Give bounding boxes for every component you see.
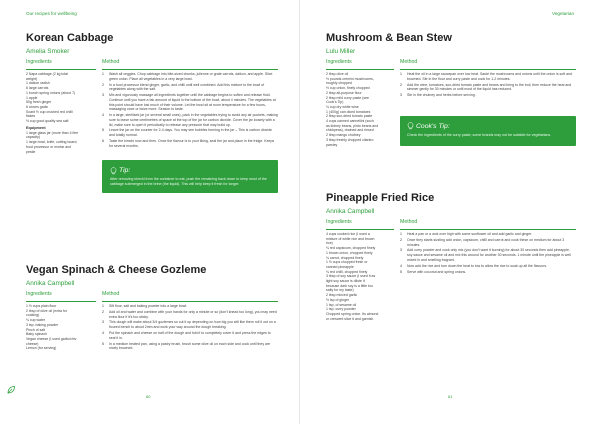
- method-steps: [102, 304, 278, 351]
- method-step: [102, 93, 278, 112]
- method-steps: [400, 72, 576, 98]
- ingredient-line: ½ cup onion, finely chopped: [326, 86, 370, 91]
- ingredient-line: 1 daikon radish: [26, 81, 50, 86]
- page-number: 61: [448, 394, 453, 399]
- step-number: 2: [102, 309, 104, 314]
- method-step: [400, 248, 576, 262]
- ingredient-line: ¾ cup water: [26, 318, 46, 323]
- equipment-line: food processor or mortar and: [26, 144, 72, 149]
- ingredient-line: 4 cups canned cannellini (such: [326, 119, 374, 124]
- step-text: In a medium heated pan, using a pastry brush, brush some olive oil on each side and cook until they are nicely browned.: [109, 341, 271, 351]
- method-steps: [400, 232, 576, 274]
- method-step: [400, 238, 576, 247]
- ingredient-line: Lemon (for serving): [26, 346, 57, 351]
- equipment-line: 1 large glass jar (more than 4 litre: [26, 130, 79, 135]
- step-number: 4: [102, 331, 104, 336]
- ingredient-line: 2 tbsp all-purpose flour: [326, 90, 362, 95]
- method-step: [400, 270, 576, 275]
- step-number: 1: [102, 304, 104, 308]
- ingredients-list: [26, 304, 102, 351]
- recipe-columns: [326, 59, 576, 147]
- right-page: [300, 0, 600, 424]
- cooks-tip-box: [400, 116, 576, 146]
- method-step: [400, 83, 576, 92]
- ingredient-line: 2 tbsp mild curry paste (see: [326, 95, 369, 100]
- ingredients-rule: [26, 69, 96, 70]
- ingredient-line: canned pineapple: [326, 264, 354, 269]
- ingredient-line: Pinch of salt: [26, 327, 46, 332]
- step-text: Now add the rice and turn down the heat to low to allow the rice to soak up all the flavours.: [407, 263, 548, 268]
- step-text: Wash all veggies. Chop cabbage into bite-sized chunks, julienne or grate carrots, daikon, and apple. Slice green onion. Place all vegetables in a very large bowl.: [109, 72, 273, 81]
- ingredient-line: mixture of white rice and brown: [326, 236, 375, 241]
- step-text: Taste the kimchi now and then. Once the flavour is to your liking, seal the jar and place in the fridge. Keeps for several months.: [109, 139, 275, 148]
- method-heading: Method: [400, 219, 418, 225]
- ingredients-column: [326, 219, 400, 321]
- ingredient-line: light soy sauce is dilute it: [326, 279, 365, 284]
- step-text: Heat a pan or a wok over high with some sunflower oil and add garlic and ginger.: [407, 232, 533, 236]
- ingredient-line: 50g fresh ginger: [26, 100, 52, 105]
- recipe-columns: [326, 219, 576, 321]
- running-header: Our recipes for wellbeing: [26, 11, 77, 16]
- method-step: [102, 342, 278, 351]
- step-text: Leave the jar on the counter for 2-4 days. You may see bubbles forming in the jar – This is carbon dioxide and totally normal.: [109, 128, 272, 138]
- step-number: 5: [102, 341, 104, 346]
- method-column: [400, 59, 576, 147]
- ingredient-line: ¾ carrot, chopped finely: [326, 255, 364, 260]
- ingredient-line: flakes: [26, 114, 36, 119]
- equipment-line: capacity): [26, 135, 41, 140]
- equipment-line: 1 large bowl, knife, cutting board,: [26, 140, 78, 145]
- ingredient-line: 3 tbsp freshly chopped cilantro: [326, 137, 374, 142]
- method-step: [102, 304, 278, 309]
- step-number: 3: [102, 93, 104, 98]
- method-column: [400, 219, 576, 321]
- ingredients-heading: Ingredients: [26, 59, 52, 65]
- method-step: [102, 128, 278, 137]
- tip-box: [102, 160, 278, 193]
- tip-heading: [110, 166, 270, 175]
- recipe-gozleme: [26, 264, 278, 352]
- recipe-author: Annika Campbell: [26, 280, 75, 287]
- method-step: [400, 72, 576, 81]
- ingredients-column: [26, 59, 102, 154]
- ingredient-line: 2 tbsp minced garlic: [326, 293, 358, 298]
- tip-text: Check the ingredients of the curry paste; some brands may not be suitable for vegetarians.: [407, 132, 552, 137]
- ingredient-line: 2 tbsp mango chutney: [326, 133, 361, 138]
- step-text: Add the wine, tomatoes, sun-dried tomato paste and beans and bring to the boil, then reduce the heat and simmer gently for 30 minutes or until most of the liquid has reduced.: [407, 82, 572, 92]
- ingredient-line: 1 brown onion, chopped finely: [326, 250, 373, 255]
- ingredient-line: 2 tbsp olive oil: [326, 72, 349, 76]
- ingredients-rule: [26, 301, 96, 302]
- method-rule: [102, 301, 278, 302]
- method-step: [400, 93, 576, 98]
- ingredients-rule: [326, 229, 394, 230]
- method-heading: Method: [102, 59, 120, 65]
- ingredients-column: [26, 291, 102, 352]
- ingredient-line: 3 tsp. baking powder: [26, 322, 59, 327]
- ingredient-line: 2 tbsp of olive oil (extra for: [26, 308, 68, 313]
- recipe-author: Lulu Miller: [326, 48, 356, 55]
- method-heading: Method: [400, 59, 418, 65]
- ingredient-line: cheese): [26, 341, 39, 346]
- recipe-columns: [26, 59, 278, 154]
- ingredient-line: or crescent slice it and garnish: [326, 316, 374, 321]
- ingredients-heading: Ingredients: [326, 59, 352, 65]
- ingredient-line: 6 cloves garlic: [26, 104, 49, 109]
- step-text: Serve with coconut and spring onions.: [407, 269, 467, 274]
- method-rule: [102, 69, 278, 70]
- ingredient-line: Cook's Tip): [326, 100, 344, 105]
- ingredient-line: ¾ red capsicum, chopped finely: [326, 246, 376, 251]
- ingredient-line: rice): [326, 241, 333, 246]
- recipe-mushroom-stew: [326, 32, 576, 147]
- ingredient-line: as kidney beans, pinto beans and: [326, 123, 379, 128]
- step-number: 2: [400, 82, 402, 87]
- step-text: Stir in the chutney and herbs before serving.: [407, 93, 476, 98]
- method-heading: Method: [102, 291, 120, 297]
- ingredient-line: weight): [26, 76, 38, 81]
- recipe-author: Annika Campbell: [326, 208, 375, 215]
- equipment-list: [26, 131, 102, 155]
- method-step: [400, 232, 576, 237]
- ingredient-line: because dark soy is a little too: [326, 283, 373, 288]
- step-text: Put the spinach and cheese on half of the dough and fold it to completely cover it and press the edges to seal it in.: [109, 331, 271, 340]
- method-step: [102, 310, 278, 319]
- method-rule: [400, 69, 576, 70]
- ingredient-line: Baby spinach: [26, 332, 48, 337]
- ingredient-line: Vegan cheese (I used garlic/chiv: [26, 336, 77, 341]
- step-number: 2: [102, 82, 104, 87]
- ingredients-heading: Ingredients: [26, 291, 52, 297]
- ingredient-line: chickpeas), drained and rinsed: [326, 128, 374, 133]
- recipe-title: Mushroom & Bean Stew: [326, 32, 452, 44]
- ingredients-list: [326, 232, 400, 321]
- ingredient-line: 2 tbsp sun-dried tomato paste: [326, 114, 373, 119]
- method-rule: [400, 229, 576, 230]
- page-number: 60: [146, 394, 151, 399]
- ingredient-line: ½ cup good quality sea salt: [26, 119, 69, 124]
- step-number: 4: [102, 113, 104, 118]
- ingredient-line: 1 tsp. curry powder: [326, 307, 356, 312]
- step-text: Add oil and water and combine with your hands for only a minute or so (don't knead too long), you may need extra flour if it's too sticky.: [109, 309, 277, 319]
- ingredient-line: ½ pounds cremini mushrooms,: [326, 76, 374, 81]
- ingredient-line: salty for my taste): [326, 288, 354, 293]
- ingredient-line: parsley: [326, 142, 338, 147]
- ingredients-heading: Ingredients: [326, 219, 352, 225]
- tip-title: Cook's Tip:: [416, 122, 450, 130]
- step-text: Add curry powder and cook only mix (you don't want it burning) for about 30 seconds then add pineapple, soy sauce and sesame oil and mix this around for another 30 seconds. 1 minute until the pineapple is well mixed in and smelling fragrant.: [407, 248, 571, 262]
- ingredient-line: 3 tbsp of soy sauce (I used it as: [326, 274, 376, 279]
- method-column: [102, 59, 278, 154]
- ingredient-line: Chopped spring onion. Its almond: [326, 311, 379, 316]
- recipe-pineapple-rice: [326, 192, 576, 321]
- ingredient-line: ¾ cup dry white wine: [326, 104, 359, 109]
- method-step: [400, 264, 576, 269]
- equipment-line: pestle: [26, 149, 36, 154]
- leaf-icon: [6, 385, 16, 395]
- ingredient-line: 1 ½ cups plain flour: [26, 304, 57, 308]
- step-text: Heat the oil in a large saucepan over low heat. Sauté the mushrooms and onions until the onion is soft and browned. Stir in the flour and curry paste and cook for 1-2 minutes.: [407, 72, 572, 81]
- ingredient-line: 1 ½ cups chopped fresh or: [326, 260, 368, 265]
- step-number: 3: [102, 320, 104, 325]
- step-number: 4: [400, 263, 402, 268]
- ingredient-line: 2 Napa cabbage (2 kg total: [26, 72, 69, 76]
- lightbulb-icon: [110, 167, 117, 175]
- step-text: Once they starts sizzling add onion, capsicum, chilli and carrot and cook these on medium for about 3 minutes.: [407, 237, 565, 247]
- recipe-columns: [26, 291, 278, 352]
- step-number: 3: [400, 93, 402, 98]
- method-step: [102, 320, 278, 329]
- method-column: [102, 291, 278, 352]
- step-text: Sift flour, salt and baking powder into a large bowl.: [109, 304, 188, 308]
- step-text: In a food processor blend ginger, garlic, and chilli until well combined. Add this mixture to the bowl of vegetables along with the salt.: [109, 82, 265, 92]
- ingredient-line: 4 cups cooked rice (I used a: [326, 232, 370, 236]
- ingredient-line: 1 (400g) can diced tomatoes: [326, 109, 371, 114]
- ingredient-line: 1 apple: [26, 95, 38, 100]
- method-step: [102, 331, 278, 340]
- recipe-title: Vegan Spinach & Cheese Gozleme: [26, 264, 207, 276]
- step-text: Mix and vigorously massage all ingredients together until the cabbage begins to soften and release fluid. Continue until you have a fair amount of liquid in the bottom of the bowl, about 4 minutes. The vegetables at this point should have lost much of their volume. Let the bowl sit at room temperature for a few hours, massaging once or twice more. Season to taste.: [109, 93, 276, 112]
- ingredient-line: 6 large carrots: [26, 86, 49, 91]
- ingredient-line: 1 bunch spring onions (about 7): [26, 90, 76, 95]
- step-number: 3: [400, 248, 402, 253]
- recipe-title: Korean Cabbage: [26, 32, 114, 44]
- tip-title: Tip:: [119, 167, 131, 175]
- step-number: 1: [400, 72, 402, 76]
- step-text: This dough will make about 3/4 gozlemes so cut it up depending on how big you will like them roll it out on a floured bench to about 2mm and work your way around the dough breaking.: [109, 320, 276, 330]
- running-header: Vegetarian: [552, 11, 574, 16]
- ingredient-line: ½ tsp of ginger: [326, 297, 350, 302]
- ingredients-rule: [326, 69, 394, 70]
- ingredient-line: Scant ½ cup crushed red chilli: [26, 109, 73, 114]
- lightbulb-icon: [407, 122, 414, 130]
- ingredients-column: [326, 59, 400, 147]
- method-steps: [102, 72, 278, 148]
- step-number: 1: [400, 232, 402, 236]
- tip-heading: [407, 122, 569, 131]
- step-number: 5: [400, 269, 402, 274]
- ingredient-line: 1 tsp. of sesame oil: [326, 302, 357, 307]
- ingredients-list: [26, 72, 102, 124]
- step-number: 6: [102, 139, 104, 144]
- ingredients-list: [326, 72, 400, 147]
- step-number: 5: [102, 128, 104, 133]
- step-text: In a large, sterilised jar (or several small ones), pack in the vegetables trying to avoid any air pockets, making sure to leave some centimetres of space at the top of the jar for carbon dioxide. Cover the jar loosely with a lid, make sure to open it periodically to release any pressure that may build up.: [109, 113, 278, 127]
- method-step: [102, 139, 278, 148]
- method-step: [102, 83, 278, 92]
- recipe-author: Amelia Smoker: [26, 48, 70, 55]
- equipment-heading: Equipment: [26, 125, 46, 130]
- ingredient-line: roughly chopped: [326, 81, 352, 86]
- step-number: 2: [400, 237, 402, 242]
- recipe-korean-cabbage: [26, 32, 278, 193]
- method-step: [102, 113, 278, 127]
- method-step: [102, 72, 278, 81]
- tip-text: After removing kimchi from the container to eat, push the remaining back down to keep most of the cabbage submerged in the brine (the liquid). This will help keep it fresh for longer.: [110, 177, 267, 187]
- ingredient-line: ¾ red chilli, chopped finely: [326, 269, 368, 274]
- step-number: 1: [102, 72, 104, 76]
- recipe-title: Pineapple Fried Rice: [326, 192, 435, 204]
- ingredient-line: cooking): [26, 313, 40, 318]
